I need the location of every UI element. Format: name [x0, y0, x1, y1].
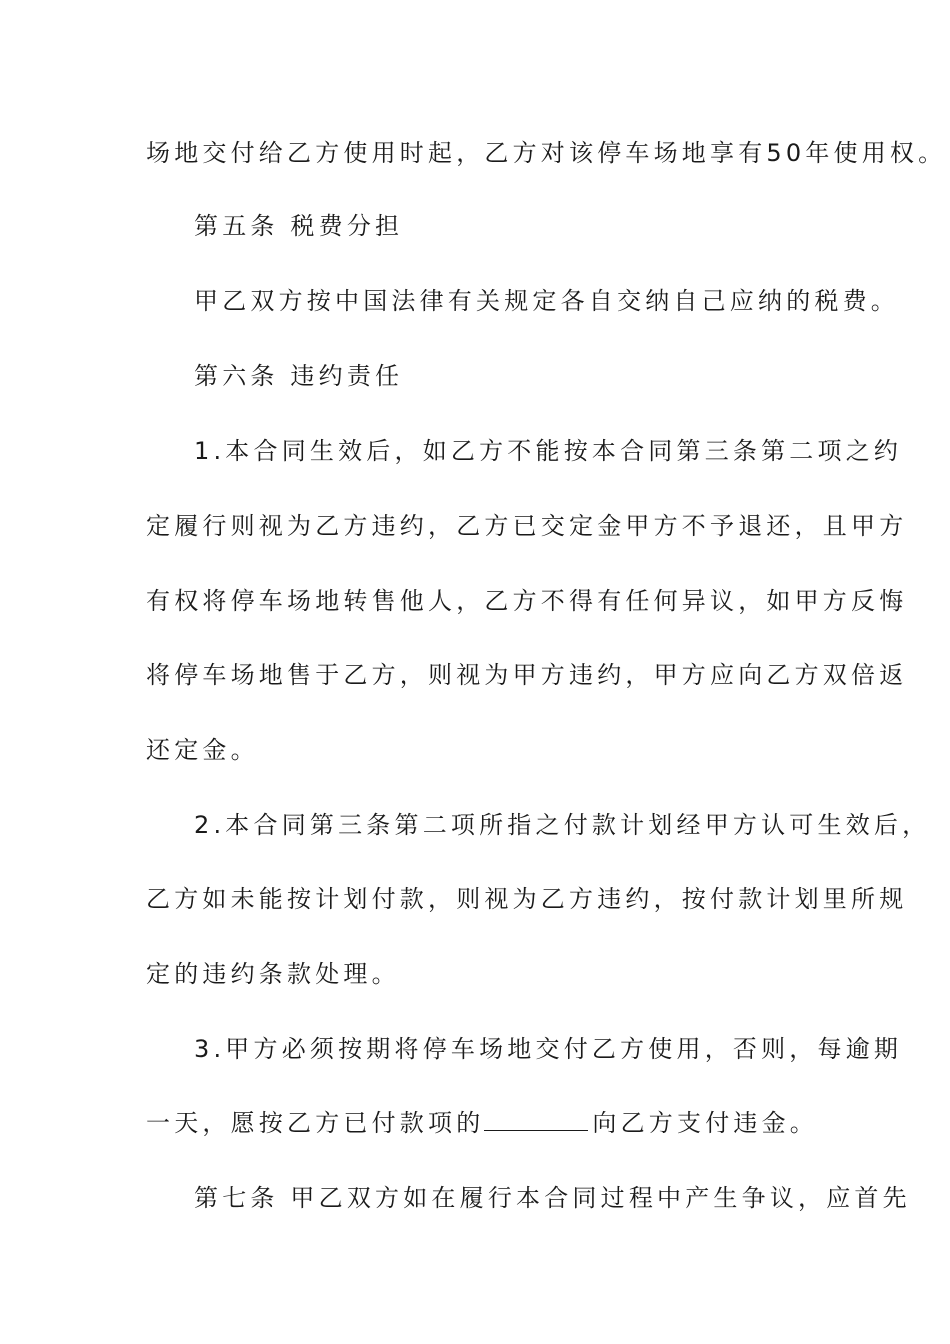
paragraph-line: 定履行则视为乙方违约，乙方已交定金甲方不予退还，且甲方 — [146, 512, 908, 540]
article-heading: 第七条 甲乙双方如在履行本合同过程中产生争议，应首先 — [194, 1184, 911, 1212]
paragraph-line: 还定金。 — [146, 736, 259, 764]
paragraph-line: 场地交付给乙方使用时起，乙方对该停车场地享有50年使用权。 — [146, 139, 947, 167]
paragraph-line: 乙方如未能按计划付款，则视为乙方违约，按付款计划里所规 — [146, 885, 908, 913]
fill-in-blank — [484, 1108, 588, 1131]
paragraph-line: 有权将停车场地转售他人，乙方不得有任何异议，如甲方反悔 — [146, 587, 908, 615]
paragraph-line: 2.本合同第三条第二项所指之付款计划经甲方认可生效后， — [194, 811, 931, 839]
blank-prefix-text: 一天，愿按乙方已付款项的 — [146, 1109, 485, 1137]
paragraph-line: 1.本合同生效后，如乙方不能按本合同第三条第二项之约 — [194, 437, 903, 465]
paragraph-line: 将停车场地售于乙方，则视为甲方违约，甲方应向乙方双倍返 — [146, 661, 908, 689]
article-heading: 第六条 违约责任 — [194, 362, 404, 390]
blank-suffix-text: 向乙方支付违金。 — [592, 1109, 819, 1137]
paragraph-line: 3.甲方必须按期将停车场地交付乙方使用，否则，每逾期 — [194, 1035, 903, 1063]
paragraph-line: 定的违约条款处理。 — [146, 960, 400, 988]
paragraph-line: 甲乙双方按中国法律有关规定各自交纳自己应纳的税费。 — [194, 287, 899, 315]
paragraph-line-with-blank — [146, 1108, 819, 1138]
article-heading: 第五条 税费分担 — [194, 212, 404, 240]
